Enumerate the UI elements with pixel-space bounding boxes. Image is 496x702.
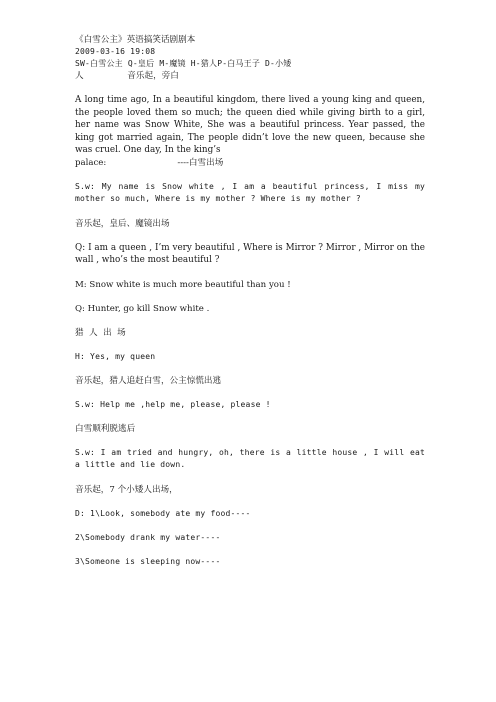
dialogue-dwarf-1: D: 1\Look, somebody ate my food---- xyxy=(75,508,251,518)
dialogue-snow-white-1: S.w: My name is Snow white , I am a beautiful princess, I miss my mother so much, Where is my mother ? Where is my mother ? xyxy=(75,181,425,203)
dialogue-snow-white-3: S.w: I am tried and hungry, oh, there is a little house , I will eat a little and lie down. xyxy=(75,447,425,469)
stage-direction-4: 白雪顺利脱逃后 xyxy=(75,423,136,434)
dialogue-mirror-1: M: Snow white is much more beautiful than you ! xyxy=(75,279,291,290)
dialogue-snow-white-2: S.w: Help me ,help me, please, please ! xyxy=(75,399,271,409)
stage-direction-5: 音乐起，7 个小矮人出场， xyxy=(75,484,178,495)
stage-direction-2: 猎 人 出 场 xyxy=(75,327,126,338)
dialogue-dwarf-3: 3\Someone is sleeping now---- xyxy=(75,556,221,566)
document-date: 2009-03-16 19:08 xyxy=(75,47,156,56)
dialogue-queen-2: Q: Hunter, go kill Snow white . xyxy=(75,303,210,314)
narration-paragraph: A long time ago, In a beautiful kingdom, there lived a young king and queen, the people loved them so much; the queen died while giving birth to a girl, her name was Snow White, She was a beautiful princess. Year passed, the king got married again, The people didn’t love the new queen, because she was cruel. One day, In the king’s xyxy=(75,95,425,155)
stage-direction-1: 音乐起，皇后、魔镜出场 xyxy=(75,218,170,229)
roles-line: SW-白雪公主 Q-皇后 M-魔镜 H-猎人P-白马王子 D-小矮 xyxy=(75,59,292,68)
narration-paragraph-end: palace: ----白雪出场 xyxy=(75,157,224,168)
document-title: 《白雪公主》英语搞笑话剧剧本 xyxy=(75,35,196,45)
dialogue-dwarf-2: 2\Somebody drank my water---- xyxy=(75,532,221,542)
dialogue-hunter-1: H: Yes, my queen xyxy=(75,351,156,361)
roles-line-continued: 人 音乐起，旁白 xyxy=(75,71,179,81)
dialogue-queen-1: Q: I am a queen , I’m very beautiful , Where is Mirror ? Mirror , Mirror on the wall , who’s the most beautiful ? xyxy=(75,242,425,265)
stage-direction-3: 音乐起，猎人追赶白雪，公主惊慌出逃 xyxy=(75,375,222,386)
document-page xyxy=(75,34,425,568)
